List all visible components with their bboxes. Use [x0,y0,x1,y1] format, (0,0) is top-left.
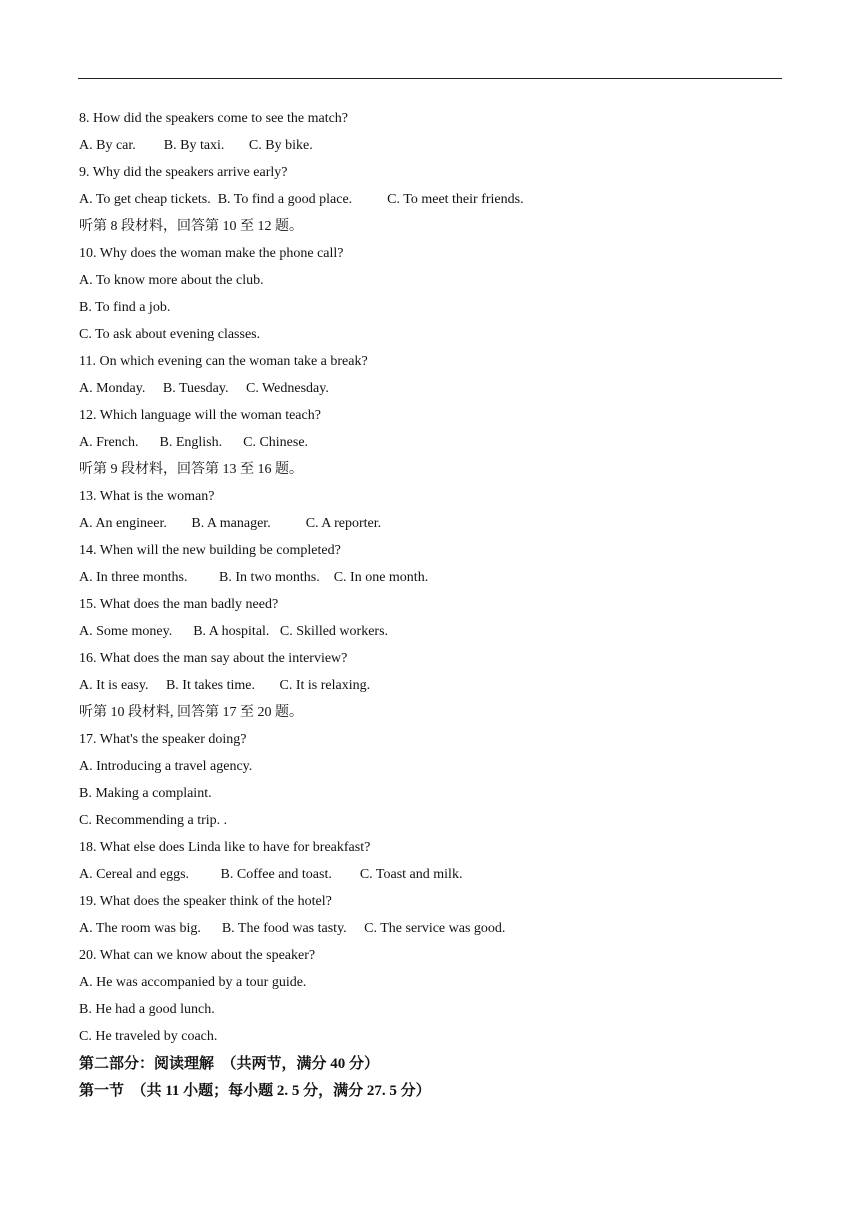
question-19: 19. What does the speaker think of the hotel? [79,894,332,909]
question-15: 15. What does the man badly need? [79,597,279,612]
instruction-passage-8: 听第 8 段材料，回答第 10 至 12 题。 [79,219,303,234]
question-16: 16. What does the man say about the interview? [79,651,348,666]
question-17: 17. What's the speaker doing? [79,732,247,747]
option-10b: B. To find a job. [79,300,171,315]
instruction-passage-9: 听第 9 段材料，回答第 13 至 16 题。 [79,462,303,477]
subsection-heading: 第一节 （共 11 小题；每小题 2. 5 分，满分 27. 5 分） [79,1083,431,1099]
question-13: 13. What is the woman? [79,489,215,504]
options-15: A. Some money. B. A hospital. C. Skilled workers. [79,624,389,639]
option-10a: A. To know more about the club. [79,273,264,288]
question-11: 11. On which evening can the woman take a break? [79,354,368,369]
options-9: A. To get cheap tickets. B. To find a good place. C. To meet their friends. [79,192,524,207]
question-14: 14. When will the new building be completed? [79,543,341,558]
options-11: A. Monday. B. Tuesday. C. Wednesday. [79,381,329,396]
question-12: 12. Which language will the woman teach? [79,408,321,423]
option-17c: C. Recommending a trip. . [79,813,228,828]
option-20c: C. He traveled by coach. [79,1029,218,1044]
options-14: A. In three months. B. In two months. C. In one month. [79,570,429,585]
option-17a: A. Introducing a travel agency. [79,759,253,774]
options-8: A. By car. B. By taxi. C. By bike. [79,138,313,153]
options-16: A. It is easy. B. It takes time. C. It is relaxing. [79,678,371,693]
question-9: 9. Why did the speakers arrive early? [79,165,288,180]
option-10c: C. To ask about evening classes. [79,327,261,342]
question-8: 8. How did the speakers come to see the match? [79,111,349,126]
options-18: A. Cereal and eggs. B. Coffee and toast. C. Toast and milk. [79,867,463,882]
header-rule [78,78,782,79]
question-10: 10. Why does the woman make the phone call? [79,246,344,261]
instruction-passage-10: 听第 10 段材料, 回答第 17 至 20 题。 [79,705,303,720]
options-12: A. French. B. English. C. Chinese. [79,435,309,450]
options-13: A. An engineer. B. A manager. C. A reporter. [79,516,382,531]
option-20a: A. He was accompanied by a tour guide. [79,975,307,990]
question-18: 18. What else does Linda like to have for breakfast? [79,840,371,855]
option-20b: B. He had a good lunch. [79,1002,215,1017]
question-20: 20. What can we know about the speaker? [79,948,316,963]
option-17b: B. Making a complaint. [79,786,212,801]
options-19: A. The room was big. B. The food was tasty. C. The service was good. [79,921,506,936]
section-heading: 第二部分：阅读理解 （共两节，满分 40 分） [79,1056,380,1072]
